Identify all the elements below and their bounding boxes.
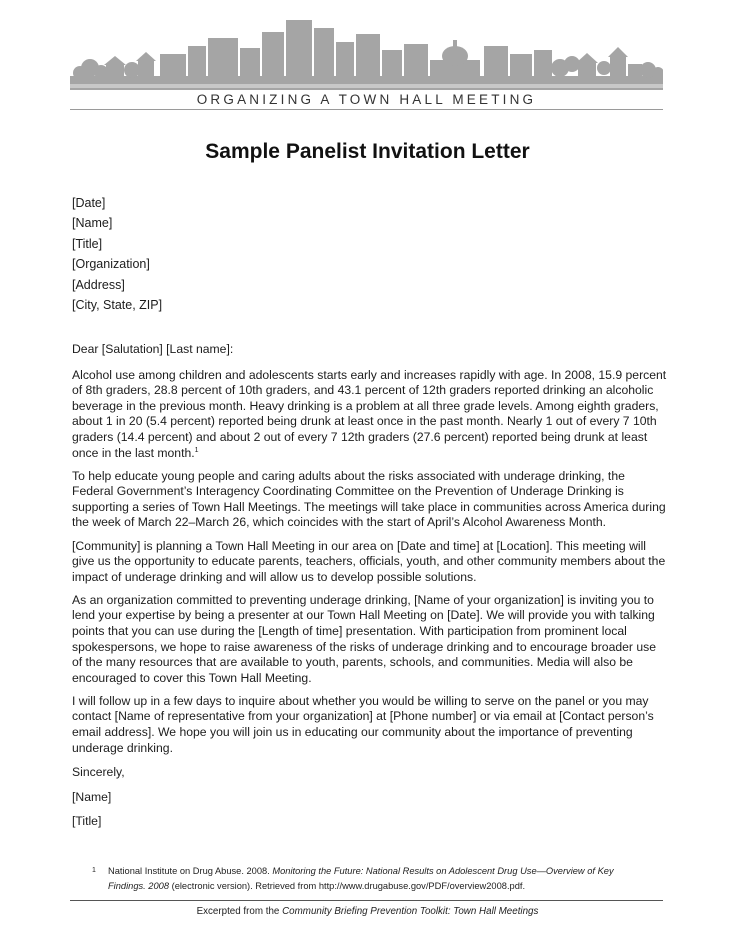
address-date: [Date] bbox=[72, 196, 106, 210]
footer-prefix: Excerpted from the bbox=[196, 906, 280, 917]
city-skyline-icon bbox=[70, 16, 663, 94]
address-name: [Name] bbox=[72, 216, 113, 231]
footnote-citation: National Institute on Drug Abuse. 2008. bbox=[108, 866, 270, 876]
paragraph-statistics-text: Alcohol use among children and adolescents starts early and increases rapidly with age. In 2008, 15.9 percent of 8th graders, 28.8 percent of 10th graders, and 43.1 percent of 12th graders reported drinking an alcoholic beverage in the previous month. Heavy drinking is a problem at all three grade levels. Among eighth graders, about 1 in 20 (5.4 percent) reported being drunk at least once in the past month. Nearly 1 out of every 7 10th graders (14.4 percent) and about 2 out of every 7 12th graders (27.6 percent) reported being drunk at least once in the last month. bbox=[72, 367, 667, 460]
footer-source-title: Community Briefing Prevention Toolkit: Town Hall Meetings bbox=[282, 906, 539, 917]
address-city-state-zip: [City, State, ZIP] bbox=[72, 297, 163, 312]
footnote-ref: 1 bbox=[194, 446, 199, 454]
header-divider bbox=[70, 109, 663, 110]
address-block bbox=[72, 193, 162, 315]
footer-divider bbox=[70, 900, 663, 901]
paragraph-town-hall-series: To help educate young people and caring adults about the risks associated with underage drinking, the Federal Government’s Interagency Coordinating Committee on the Prevention of Underage Drinking is supporting a series of Town Hall Meetings. The meetings will take place in communities across America during the week of March 22–March 26, which coincides with the start of April’s Alcohol Awareness Month. bbox=[72, 468, 666, 530]
footer-source bbox=[0, 906, 735, 917]
footnote-title: Monitoring the Future: National Results on Adolescent Drug Use—Overview of Key Findings. 2008 bbox=[108, 866, 614, 891]
footnote bbox=[92, 864, 652, 894]
page-title: Sample Panelist Invitation Letter bbox=[205, 140, 530, 163]
closing-title: [Title] bbox=[72, 814, 102, 828]
footnote-mark: 1 bbox=[92, 867, 96, 874]
paragraph-invitation: As an organization committed to preventing underage drinking, [Name of your organization] is inviting you to lend your expertise by being a presenter at our Town Hall Meeting on [Date]. We will provide you with talking points that you can use during the [Length of time] presentation. With participation from prominent local spokespersons, we hope to raise awareness of the risks of underage drinking and to encourage broader use of the many resources that are available to youth, parents, schools, and communities. Media will also be encouraged to cover this Town Hall Meeting. bbox=[72, 592, 657, 685]
address-title: [Title] bbox=[72, 236, 103, 251]
closing-block bbox=[72, 765, 125, 839]
letter-body bbox=[72, 342, 668, 764]
closing-name: [Name] bbox=[72, 789, 112, 804]
closing-sincerely: Sincerely, bbox=[72, 765, 125, 779]
footnote-url: (electronic version). Retrieved from http://www.drugabuse.gov/PDF/overview2008.pdf. bbox=[171, 881, 526, 891]
address-organization: [Organization] bbox=[72, 257, 150, 272]
paragraph-follow-up: I will follow up in a few days to inquire about whether you would be willing to serve on the panel or you may contact [Name of representative from your organization] at [Phone number] or via email at [Contact person’s email address]. We hope you will join us in educating our community about the importance of preventing underage drinking. bbox=[72, 693, 654, 755]
paragraph-community-meeting: [Community] is planning a Town Hall Meeting in our area on [Date and time] at [Location]. This meeting will give us the opportunity to educate parents, teachers, officials, youth, and other community members about the impact of underage drinking and will allow us to develop possible solutions. bbox=[72, 538, 666, 584]
salutation: Dear [Salutation] [Last name]: bbox=[72, 342, 234, 356]
address-street: [Address] bbox=[72, 277, 125, 292]
banner-title: ORGANIZING A TOWN HALL MEETING bbox=[196, 92, 537, 107]
paragraph-statistics bbox=[72, 368, 668, 462]
